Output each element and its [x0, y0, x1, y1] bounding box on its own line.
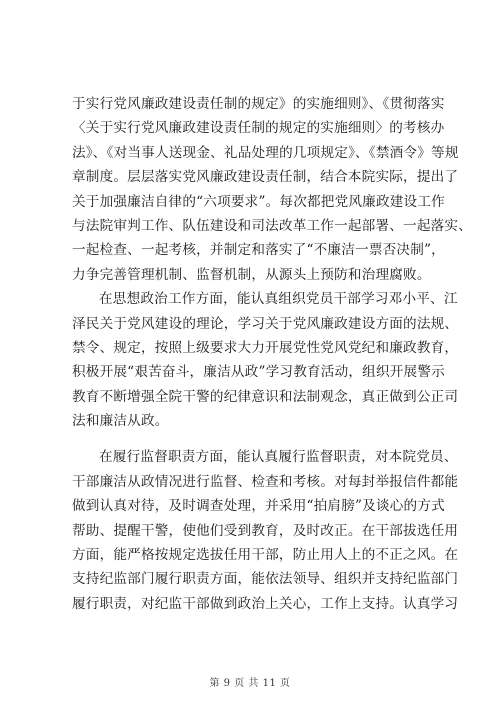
page-number-label: 第 9 页 共 11 页 — [209, 678, 291, 689]
text-line: 于实行党风廉政建设责任制的规定》的实施细则》、《贯彻落实 — [72, 96, 445, 112]
paragraph-spacer — [72, 433, 428, 445]
text-line: 禁令、规定，按照上级要求大力开展党性党风党纪和廉政教育， — [72, 339, 459, 356]
text-line: 力争完善管理机制、监督机制，从源头上预防和治理腐败。 — [72, 266, 431, 283]
text-line: 在履行监督职责方面，能认真履行监督职责，对本院党员、 — [99, 449, 458, 466]
text-line: 法》、《对当事人送现金、礼品处理的几项规定》、《禁酒令》等规 — [72, 144, 459, 161]
text-line: 关于加强廉洁自律的“六项要求”。每次都把党风廉政建设工作 — [72, 193, 445, 210]
page-footer — [0, 674, 500, 689]
text-line: 〈关于实行党风廉政建设责任制的规定的实施细则〉的考核办 — [72, 120, 445, 137]
paragraph — [72, 445, 459, 616]
text-line: 法和廉洁从政。 — [72, 413, 169, 430]
text-line: 在思想政治工作方面，能认真组织党员干部学习邓小平、江 — [99, 291, 458, 308]
text-line: 泽民关于党风建设的理论，学习关于党风廉政建设方面的法规、 — [72, 315, 459, 332]
text-line: 履行职责，对纪监干部做到政治上关心，工作上支持。认真学习 — [72, 595, 459, 612]
text-line: 支持纪监部门履行职责方面，能依法领导、组织并支持纪监部门 — [72, 571, 459, 588]
text-line: 与法院审判工作、队伍建设和司法改革工作一起部署、一起落实、 — [72, 217, 473, 234]
text-line: 干部廉洁从政情况进行监督、检查和考核。对每封举报信件都能 — [72, 473, 459, 490]
text-line: 一起检查、一起考核，并制定和落实了“不廉洁一票否决制”， — [72, 242, 445, 259]
text-line: 帮助、提醒干警，使他们受到教育，及时改正。在干部拔选任用 — [72, 522, 459, 539]
text-line: 教育不断增强全院干警的纪律意识和法制观念，真正做到公正司 — [72, 388, 459, 405]
paragraph — [72, 287, 459, 433]
paragraph — [72, 92, 473, 287]
text-line: 方面，能严格按规定选拔任用干部，防止用人上的不正之风。在 — [72, 547, 459, 564]
text-line: 章制度。层层落实党风廉政建设责任制，结合本院实际，提出了 — [72, 169, 459, 186]
text-line: 做到认真对待，及时调查处理，并采用“拍肩膀”及谈心的方式 — [72, 498, 445, 515]
body-text — [72, 92, 473, 616]
text-line: 积极开展“艰苦奋斗，廉洁从政”学习教育活动，组织开展警示 — [72, 364, 445, 381]
